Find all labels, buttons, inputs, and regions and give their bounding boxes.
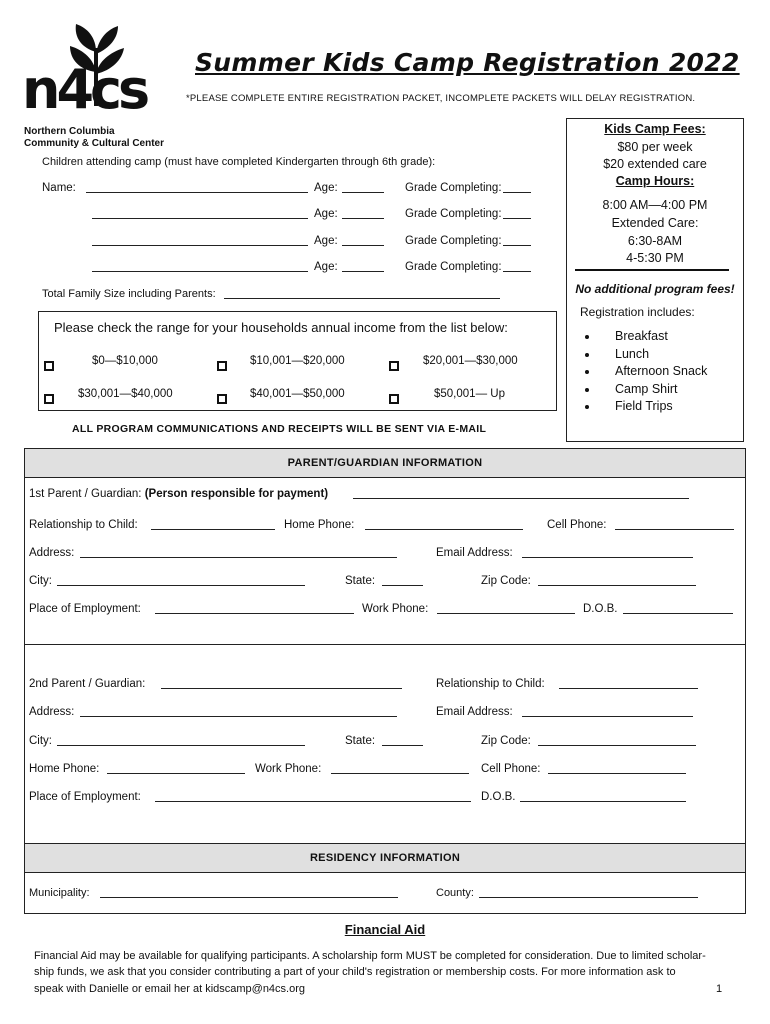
p2-address-field[interactable] (80, 705, 397, 717)
list-item: • Lunch (599, 346, 707, 364)
logo-org-line2: Community & Cultural Center (24, 138, 165, 149)
p2-work-phone-label: Work Phone: (255, 763, 322, 775)
family-size-label: Total Family Size including Parents: (42, 288, 216, 300)
list-item: • Field Trips (599, 398, 707, 416)
p1-relationship-field[interactable] (151, 518, 275, 530)
child-name-field[interactable] (86, 181, 308, 193)
p2-address-label: Address: (29, 706, 75, 718)
p2-email-field[interactable] (522, 705, 693, 717)
child-age-field[interactable] (342, 181, 384, 193)
p1-name-field[interactable] (353, 487, 689, 499)
p2-name-field[interactable] (161, 677, 402, 689)
p2-employment-field[interactable] (155, 790, 471, 802)
p2-relationship-label: Relationship to Child: (436, 678, 545, 690)
income-prompt: Please check the range for your households annual income from the list below: (54, 320, 508, 335)
page-number: 1 (716, 983, 723, 995)
income-option-label: $50,001— Up (434, 388, 505, 400)
org-logo (22, 18, 172, 153)
p1-dob-field[interactable] (623, 602, 733, 614)
child-grade-label: Grade Completing: (405, 235, 502, 247)
no-fees-note: No additional program fees! (575, 282, 735, 296)
p2-dob-field[interactable] (520, 790, 686, 802)
p1-state-label: State: (345, 575, 376, 587)
p1-email-field[interactable] (522, 546, 693, 558)
extended-care-am: 6:30-8AM (627, 234, 683, 248)
fees-divider (575, 269, 729, 271)
child-grade-field[interactable] (503, 260, 531, 272)
extended-care-pm: 4-5:30 PM (626, 251, 684, 265)
child-name-field[interactable] (92, 234, 308, 246)
county-label: County: (436, 887, 474, 899)
p1-employment-label: Place of Employment: (29, 603, 141, 615)
p2-city-label: City: (29, 735, 52, 747)
financial-aid-line: ship funds, we ask that you consider contributing a part of your child's registration or membership costs. For more information ask to (34, 966, 676, 978)
p1-zip-label: Zip Code: (481, 575, 531, 587)
p1-email-label: Email Address: (436, 547, 513, 559)
p2-state-label: State: (345, 735, 376, 747)
income-option-label: $10,001—$20,000 (250, 355, 345, 367)
family-size-field[interactable] (224, 287, 500, 299)
child-name-field[interactable] (92, 207, 308, 219)
child-age-label: Age: (314, 182, 338, 194)
child-age-field[interactable] (342, 207, 384, 219)
p2-zip-label: Zip Code: (481, 735, 531, 747)
p1-label (29, 488, 328, 500)
p1-home-phone-field[interactable] (365, 518, 523, 530)
p2-employment-label: Place of Employment: (29, 791, 141, 803)
p2-city-field[interactable] (57, 734, 305, 746)
hours-heading: Camp Hours: (615, 174, 695, 188)
communications-note: ALL PROGRAM COMMUNICATIONS AND RECEIPTS WILL BE SENT VIA E-MAIL (72, 423, 487, 435)
includes-list (581, 328, 707, 416)
p1-relationship-label: Relationship to Child: (29, 519, 138, 531)
income-option-label: $30,001—$40,000 (78, 388, 173, 400)
extended-care-label: Extended Care: (611, 216, 699, 230)
child-age-label: Age: (314, 261, 338, 273)
p2-label: 2nd Parent / Guardian: (29, 678, 146, 690)
financial-aid-heading: Financial Aid (344, 922, 426, 937)
child-name-label: Name: (42, 182, 76, 194)
p1-cell-phone-label: Cell Phone: (547, 519, 607, 531)
list-item: • Camp Shirt (599, 381, 707, 399)
income-option-label: $40,001—$50,000 (250, 388, 345, 400)
income-checkbox-50k-up[interactable] (389, 394, 399, 404)
p1-dob-label: D.O.B. (583, 603, 618, 615)
p1-label-note: (Person responsible for payment) (144, 488, 329, 500)
fee-weekly: $80 per week (617, 140, 693, 154)
p2-home-phone-label: Home Phone: (29, 763, 100, 775)
child-grade-field[interactable] (503, 234, 531, 246)
income-option-label: $0—$10,000 (92, 355, 158, 367)
child-age-label: Age: (314, 235, 338, 247)
income-checkbox-20-30k[interactable] (389, 361, 399, 371)
p2-state-field[interactable] (382, 734, 423, 746)
child-grade-label: Grade Completing: (405, 208, 502, 220)
p2-cell-phone-label: Cell Phone: (481, 763, 541, 775)
p1-work-phone-label: Work Phone: (362, 603, 429, 615)
municipality-label: Municipality: (29, 887, 90, 899)
income-checkbox-10-20k[interactable] (217, 361, 227, 371)
p2-relationship-field[interactable] (559, 677, 698, 689)
parent-section-header: PARENT/GUARDIAN INFORMATION (24, 448, 746, 478)
county-field[interactable] (479, 886, 698, 898)
list-item: • Afternoon Snack (599, 363, 707, 381)
income-range-box (38, 311, 557, 411)
p2-dob-label: D.O.B. (481, 791, 516, 803)
camp-hours: 8:00 AM—4:00 PM (602, 198, 708, 212)
income-checkbox-40-50k[interactable] (217, 394, 227, 404)
parent-divider (24, 644, 746, 645)
fee-extended: $20 extended care (603, 157, 707, 171)
p1-home-phone-label: Home Phone: (284, 519, 355, 531)
logo-org-line1: Northern Columbia (24, 126, 115, 137)
financial-aid-line: Financial Aid may be available for qualifying participants. A scholarship form MUST be completed for consideration. Due to limited scholar- (34, 950, 706, 962)
page-title: Summer Kids Camp Registration 2022 (195, 48, 740, 77)
child-grade-field[interactable] (503, 207, 531, 219)
includes-label: Registration includes: (580, 305, 695, 319)
p1-zip-field[interactable] (538, 574, 696, 586)
p1-address-field[interactable] (80, 546, 397, 558)
p1-city-label: City: (29, 575, 52, 587)
p1-employment-field[interactable] (155, 602, 354, 614)
child-age-label: Age: (314, 208, 338, 220)
fees-box (566, 118, 744, 442)
p2-zip-field[interactable] (538, 734, 696, 746)
p1-cell-phone-field[interactable] (615, 518, 734, 530)
p2-home-phone-field[interactable] (107, 762, 245, 774)
p2-work-phone-field[interactable] (331, 762, 469, 774)
residency-section-header: RESIDENCY INFORMATION (24, 843, 746, 873)
municipality-field[interactable] (100, 886, 398, 898)
child-name-field[interactable] (92, 260, 308, 272)
child-grade-label: Grade Completing: (405, 182, 502, 194)
child-grade-field[interactable] (503, 181, 531, 193)
p1-state-field[interactable] (382, 574, 423, 586)
list-item: • Breakfast (599, 328, 707, 346)
p1-city-field[interactable] (57, 574, 305, 586)
p1-work-phone-field[interactable] (437, 602, 575, 614)
registration-notice: *PLEASE COMPLETE ENTIRE REGISTRATION PACKET, INCOMPLETE PACKETS WILL DELAY REGISTRATION. (186, 93, 696, 104)
children-intro: Children attending camp (must have completed Kindergarten through 6th grade): (42, 156, 436, 168)
income-checkbox-0-10k[interactable] (44, 361, 54, 371)
p1-address-label: Address: (29, 547, 75, 559)
income-checkbox-30-40k[interactable] (44, 394, 54, 404)
child-age-field[interactable] (342, 234, 384, 246)
logo-wordmark: n4cs (22, 58, 147, 121)
p1-label-text: 1st Parent / Guardian: (29, 488, 142, 500)
child-grade-label: Grade Completing: (405, 261, 502, 273)
income-option-label: $20,001—$30,000 (423, 355, 518, 367)
financial-aid-line: speak with Danielle or email her at kidscamp@n4cs.org (34, 983, 306, 995)
fees-heading: Kids Camp Fees: (604, 122, 706, 136)
child-age-field[interactable] (342, 260, 384, 272)
p2-cell-phone-field[interactable] (548, 762, 686, 774)
p2-email-label: Email Address: (436, 706, 513, 718)
